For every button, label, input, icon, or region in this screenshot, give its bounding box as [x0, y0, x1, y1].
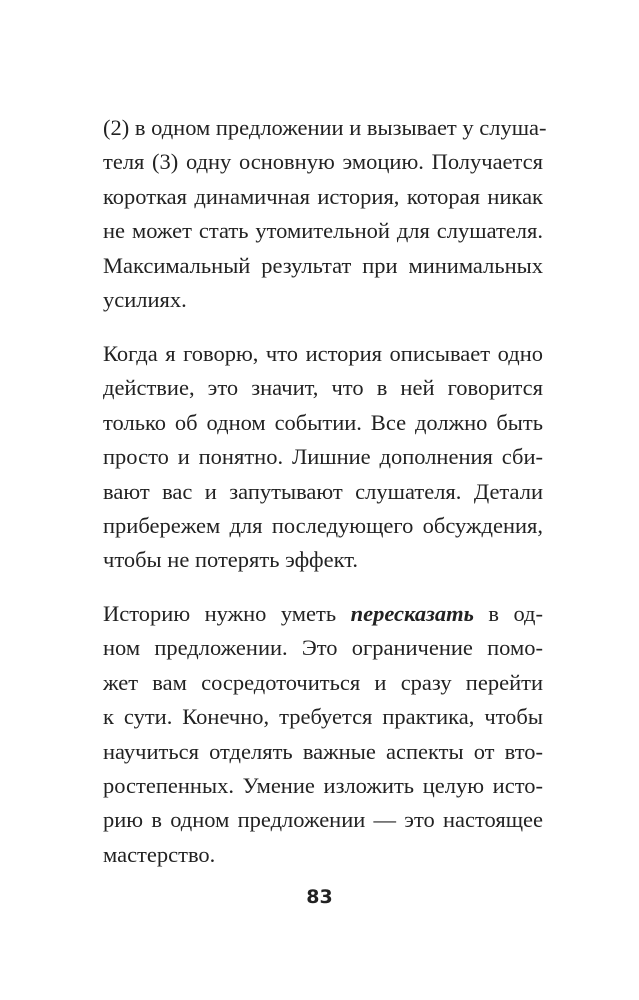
text-line: (2) в одном предложении и вызывает у слуша-: [103, 115, 547, 140]
text-line: действие, это значит, что в ней говорится: [103, 375, 543, 401]
text-line: к сути. Конечно, требуется практика, чтобы: [103, 704, 543, 730]
text-run: в од-: [473, 601, 543, 626]
text-line: вают вас и запутывают слушателя. Детали: [103, 478, 543, 504]
page-number: 83: [306, 886, 333, 908]
text-line: усилиях.: [103, 287, 187, 313]
paragraph-2: [103, 337, 543, 578]
text-line: ростепенных. Умение изложить целую исто-: [103, 773, 543, 799]
text-line: короткая динамичная история, которая никак: [103, 183, 543, 209]
paragraph-3: [103, 597, 543, 872]
text-line: жет вам сосредоточиться и сразу перейти: [103, 669, 543, 695]
text-line: только об одном событии. Все должно быть: [103, 409, 543, 435]
text-line: чтобы не потерять эффект.: [103, 547, 359, 573]
text-line: Максимальный результат при минимальных: [103, 252, 543, 278]
text-line-with-emphasis: [103, 597, 543, 631]
text-line: не может стать утомительной для слушателя.: [103, 218, 543, 244]
emphasized-word: пересказать: [350, 601, 474, 626]
text-line: мастерство.: [103, 841, 216, 867]
text-line: рию в одном предложении — это настоящее: [103, 807, 543, 833]
text-line: Когда я говорю, что история описывает одно: [103, 341, 543, 366]
text-line: научиться отделять важные аспекты от вто-: [103, 738, 543, 764]
text-line: просто и понятно. Лишние дополнения сби-: [103, 444, 543, 470]
text-line: теля (3) одну основную эмоцию. Получается: [103, 149, 543, 175]
text-line: прибережем для последующего обсуждения,: [103, 513, 543, 539]
text-line: ном предложении. Это ограничение помо-: [103, 635, 543, 661]
paragraph-1: [103, 111, 547, 317]
text-run: Историю нужно уметь: [103, 601, 351, 626]
